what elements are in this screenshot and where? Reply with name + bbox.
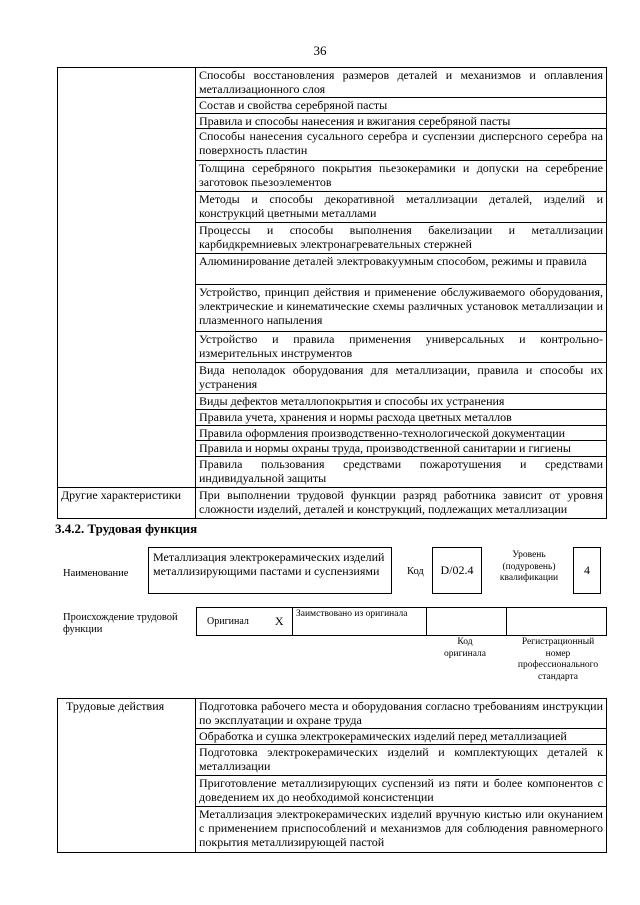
labor-actions-label: Трудовые действия xyxy=(58,699,196,853)
origin-label: Происхождение трудовой функции xyxy=(63,612,178,635)
knowledge-item: Вида неполадок оборудования для металлизации, правила и способы их устранения xyxy=(196,363,607,394)
original-mark: X xyxy=(267,608,293,636)
other-characteristics-label: Другие характеристики xyxy=(58,488,196,519)
borrowed-label: Заимствовано из оригинала xyxy=(293,608,427,636)
section-title: 3.4.2. Трудовая функция xyxy=(55,521,198,536)
knowledge-item: Методы и способы декоративной металлизации деталей, изделий и конструкций цветными металлами xyxy=(196,192,607,223)
knowledge-label-cell xyxy=(58,68,196,488)
knowledge-table xyxy=(57,67,607,519)
knowledge-item: Алюминирование деталей электровакуумным способом, режимы и правила xyxy=(196,254,607,285)
level-label: Уровень (подуровень) квалификации xyxy=(499,550,559,583)
function-name-box xyxy=(148,547,392,594)
code-value: D/02.4 xyxy=(440,563,474,577)
labor-action-item: Обработка и сушка электрокерамических изделий перед металлизацией xyxy=(196,729,607,745)
knowledge-item: Устройство и правила применения универсальных и контрольно-измерительных инструментов xyxy=(196,332,607,363)
origin-code-caption: Код оригинала xyxy=(444,637,486,659)
code-box xyxy=(432,547,482,594)
knowledge-item: Правила и нормы охраны труда, производственной санитарии и гигиены xyxy=(196,441,607,457)
knowledge-item: Толщина серебряного покрытия пьезокерамики и допуски на серебрение заготовок пьезоэлементов xyxy=(196,161,607,192)
labor-action-item: Металлизация электрокерамических изделий вручную кистью или окунанием с применением приспособлений и механизмов для соблюдения равномерного покрытия металлизирующей пастой xyxy=(196,807,607,853)
code-label: Код xyxy=(407,566,424,577)
labor-action-item: Приготовление металлизирующих суспензий из пяти и более компонентов с доведением их до необходимой консистенции xyxy=(196,776,607,807)
table-row xyxy=(58,488,607,519)
labor-action-item: Подготовка рабочего места и оборудования согласно требованиям инструкции по эксплуатации и охране труда xyxy=(196,699,607,729)
labor-actions-table xyxy=(57,698,607,853)
other-characteristics-text: При выполнении трудовой функции разряд работника зависит от уровня сложности изделий, деталей и конструкций, подлежащих металлизации xyxy=(196,488,607,519)
knowledge-item: Правила оформления производственно-технологической документации xyxy=(196,426,607,441)
original-label: Оригинал xyxy=(197,608,267,636)
knowledge-item: Правила пользования средствами пожаротушения и средствами индивидуальной защиты xyxy=(196,457,607,488)
knowledge-item: Правила и способы нанесения и вжигания серебряной пасты xyxy=(196,114,607,129)
table-row xyxy=(58,68,607,98)
reg-number-caption: Регистрационный номер профессионального стандарта xyxy=(517,637,599,682)
level-box xyxy=(573,547,601,594)
knowledge-item: Состав и свойства серебряной пасты xyxy=(196,98,607,114)
level-value: 4 xyxy=(584,563,590,577)
name-label: Наименование xyxy=(63,568,129,579)
reg-number-cell xyxy=(507,608,607,636)
knowledge-item: Устройство, принцип действия и применение обслуживаемого оборудования, электрические и кинематические схемы различных установок металлизации и плазменного напыления xyxy=(196,285,607,332)
origin-table xyxy=(196,607,607,636)
knowledge-item: Правила учета, хранения и нормы расхода цветных металлов xyxy=(196,410,607,426)
knowledge-item: Процессы и способы выполнения бакелизации и металлизации карбидкремниевых электронагревательных стержней xyxy=(196,223,607,254)
origin-code-cell xyxy=(427,608,507,636)
function-name: Металлизация электрокерамических изделий металлизирующими пастами и суспензиями xyxy=(153,550,385,578)
labor-action-item: Подготовка электрокерамических изделий и комплектующих деталей к металлизации xyxy=(196,745,607,776)
page-number: 36 xyxy=(313,43,327,58)
table-row xyxy=(58,699,607,729)
knowledge-item: Способы восстановления размеров деталей и механизмов и оплавления металлизационного слоя xyxy=(196,68,607,98)
knowledge-item: Способы нанесения сусального серебра и суспензии дисперсного серебра на поверхность пластин xyxy=(196,129,607,161)
knowledge-item: Виды дефектов металлопокрытия и способы их устранения xyxy=(196,394,607,410)
